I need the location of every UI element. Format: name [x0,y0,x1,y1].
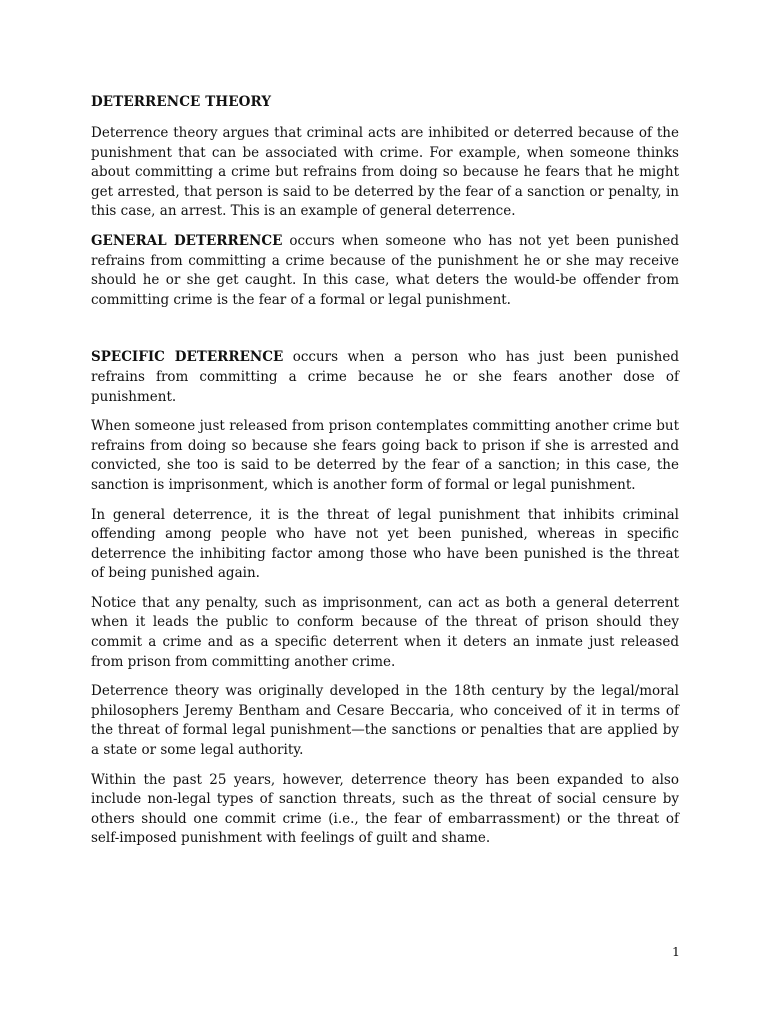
paragraph-history [91,682,679,760]
paragraph-text: occurs when someone who has not yet been punished refrains from committing a crime because of the punishment he or she may receive should he or she get caught. In this case, what deters the would-be offender from committing crime is the fear of a formal or legal punishment. [91,232,679,308]
paragraph-specific-deterrence [91,348,679,407]
paragraph-text: When someone just released from prison contemplates committing another crime but refrains from doing so because she fears going back to prison if she is arrested and convicted, she too is said to be deterred by the fear of a sanction; in this case, the sanction is imprisonment, which is another form of formal or legal punishment. [91,418,679,493]
document-body [91,92,679,859]
paragraph-general-vs-specific [91,506,679,584]
paragraph-text: Within the past 25 years, however, deterrence theory has been expanded to also include non-legal types of sanction threats, such as the threat of social censure by others should one commit crime (i.e., the fear of embarrassment) or the threat of self-imposed punishment with feelings of guilt and shame. [91,771,679,847]
paragraph-intro [91,124,679,222]
paragraph-text: In general deterrence, it is the threat of legal punishment that inhibits criminal offending among people who have not yet been punished, whereas in specific deterrence the inhibiting factor among those who have been punished is the threat of being punished again. [91,506,679,582]
term-specific-deterrence: SPECIFIC DETERRENCE [91,349,284,366]
paragraph-expansion [91,771,679,849]
paragraph-text: Deterrence theory argues that criminal acts are inhibited or deterred because of the punishment that can be associated with crime. For example, when someone thinks about committing a crime but refrains from doing so because he fears that he might get arrested, that person is said to be deterred by the fear of a sanction or penalty, in this case, an arrest. This is an example of general deterrence. [91,125,679,220]
paragraph-text: Deterrence theory was originally developed in the 18th century by the legal/moral philosophers Jeremy Bentham and Cesare Beccaria, who conceived of it in terms of the threat of formal legal punishment—the sanctions or penalties that are applied by a state or some legal authority. [91,683,679,759]
paragraph-released-prisoner [91,417,679,495]
paragraph-penalty-both [91,594,679,672]
document-title: DETERRENCE THEORY [91,94,272,110]
term-general-deterrence: GENERAL DETERRENCE [91,232,283,249]
page-number: 1 [672,944,680,959]
paragraph-text: occurs when a person who has just been punished refrains from committing a crime because he or she fears another dose of punishment. [91,349,679,405]
paragraph-general-deterrence [91,232,679,310]
paragraph-text: Notice that any penalty, such as imprisonment, can act as both a general deterrent when it leads the public to conform because of the threat of prison should they commit a crime and as a specific deterrent when it deters an inmate just released from prison from committing another crime. [91,594,679,670]
